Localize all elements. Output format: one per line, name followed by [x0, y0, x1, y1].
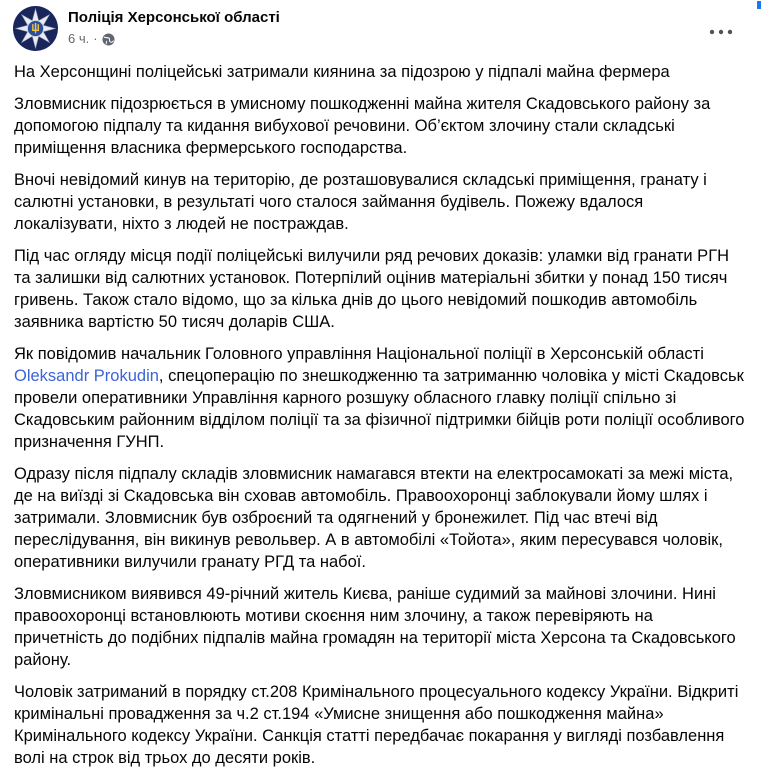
post-paragraph-3: Вночі невідомий кинув на територію, де розташовувалися складські приміщення, гранату і салютні установки, в результаті чого сталося займання будівель. Пожежу вдалося локалізувати, ніхто з людей не постраждав. — [14, 171, 707, 233]
post-body — [0, 59, 761, 769]
post-paragraph-1: На Херсонщині поліцейські затримали киянина за підозрою у підпалі майна фермера — [14, 63, 670, 81]
paragraph-5-after-link: , спецоперацію по знешкодженню та затриманню чоловіка у місті Скадовськ провели оперативники Управління карного розшуку обласного главку поліції спільно зі Скадовським районним відділом поліції та за фізичної підтримки бійців роти поліції особливого призначення ГУНП. — [14, 367, 745, 451]
post-meta — [68, 31, 745, 47]
police-badge-icon — [13, 6, 58, 51]
page-name-link[interactable]: Поліція Херсонської області — [68, 9, 280, 26]
post-paragraph-2: Зловмисник підозрюється в умисному пошкодженні майна жителя Скадовського району за допомогою підпалу та кидання вибухової речовини. Об’єктом злочину стали складські приміщення власника фермерського господарства. — [14, 95, 711, 157]
ellipsis-icon — [708, 27, 734, 37]
post-paragraph-6: Одразу після підпалу складів зловмисник намагався втекти на електросамокаті за межі міста, де на виїзді зі Скадовська він сховав автомобіль. Правоохоронці заблокували йому шлях і затримали. Зловмисник був озброєний та одягнений у бронежилет. Під час втечі від переслідування, він викинув револьвер. А в автомобілі «Тойота», яким пересувався чоловік, оперативники вилучили гранату РГД та набої. — [14, 465, 734, 571]
post-paragraph-5 — [14, 343, 745, 453]
post-paragraph-8: Чоловік затриманий в порядку ст.208 Кримінального процесуального кодексу України. Відкриті кримінальні провадження за ч.2 ст.194 «Умисне знищення або пошкодження майна» Кримінального кодексу України. Санкція статті передбачає покарання у вигляді позбавлення волі на строк від трьох до десяти років. — [14, 683, 739, 767]
meta-separator: · — [93, 31, 98, 46]
globe-icon — [102, 33, 115, 46]
header-text — [68, 6, 745, 47]
post-header — [0, 0, 761, 59]
post-paragraph-7: Зловмисником виявився 49-річний житель Києва, раніше судимий за майнові злочини. Нині правоохоронці встановлюють мотиви скоєння ним злочину, а також перевіряють на причетність до подібних підпалів майна громадян на території міста Херсона та Скадовського району. — [14, 585, 736, 669]
person-profile-link[interactable]: Oleksandr Prokudin — [14, 367, 159, 385]
timestamp[interactable]: 6 ч. — [68, 31, 90, 46]
paragraph-5-before-link: Як повідомив начальник Головного управління Національної поліції в Херсонській області — [14, 345, 704, 363]
post-menu-button[interactable] — [705, 20, 737, 44]
page-avatar[interactable] — [13, 6, 58, 51]
post-paragraph-4: Під час огляду місця події поліцейські вилучили ряд речових доказів: уламки від гранати РГН та залишки від салютних установок. Потерпілий оцінив матеріальні збитки у понад 150 тисяч гривень. Також стало відомо, що за кілька днів до цього невідомий пошкодив автомобіль заявника вартістю 50 тисяч доларів США. — [14, 247, 730, 331]
